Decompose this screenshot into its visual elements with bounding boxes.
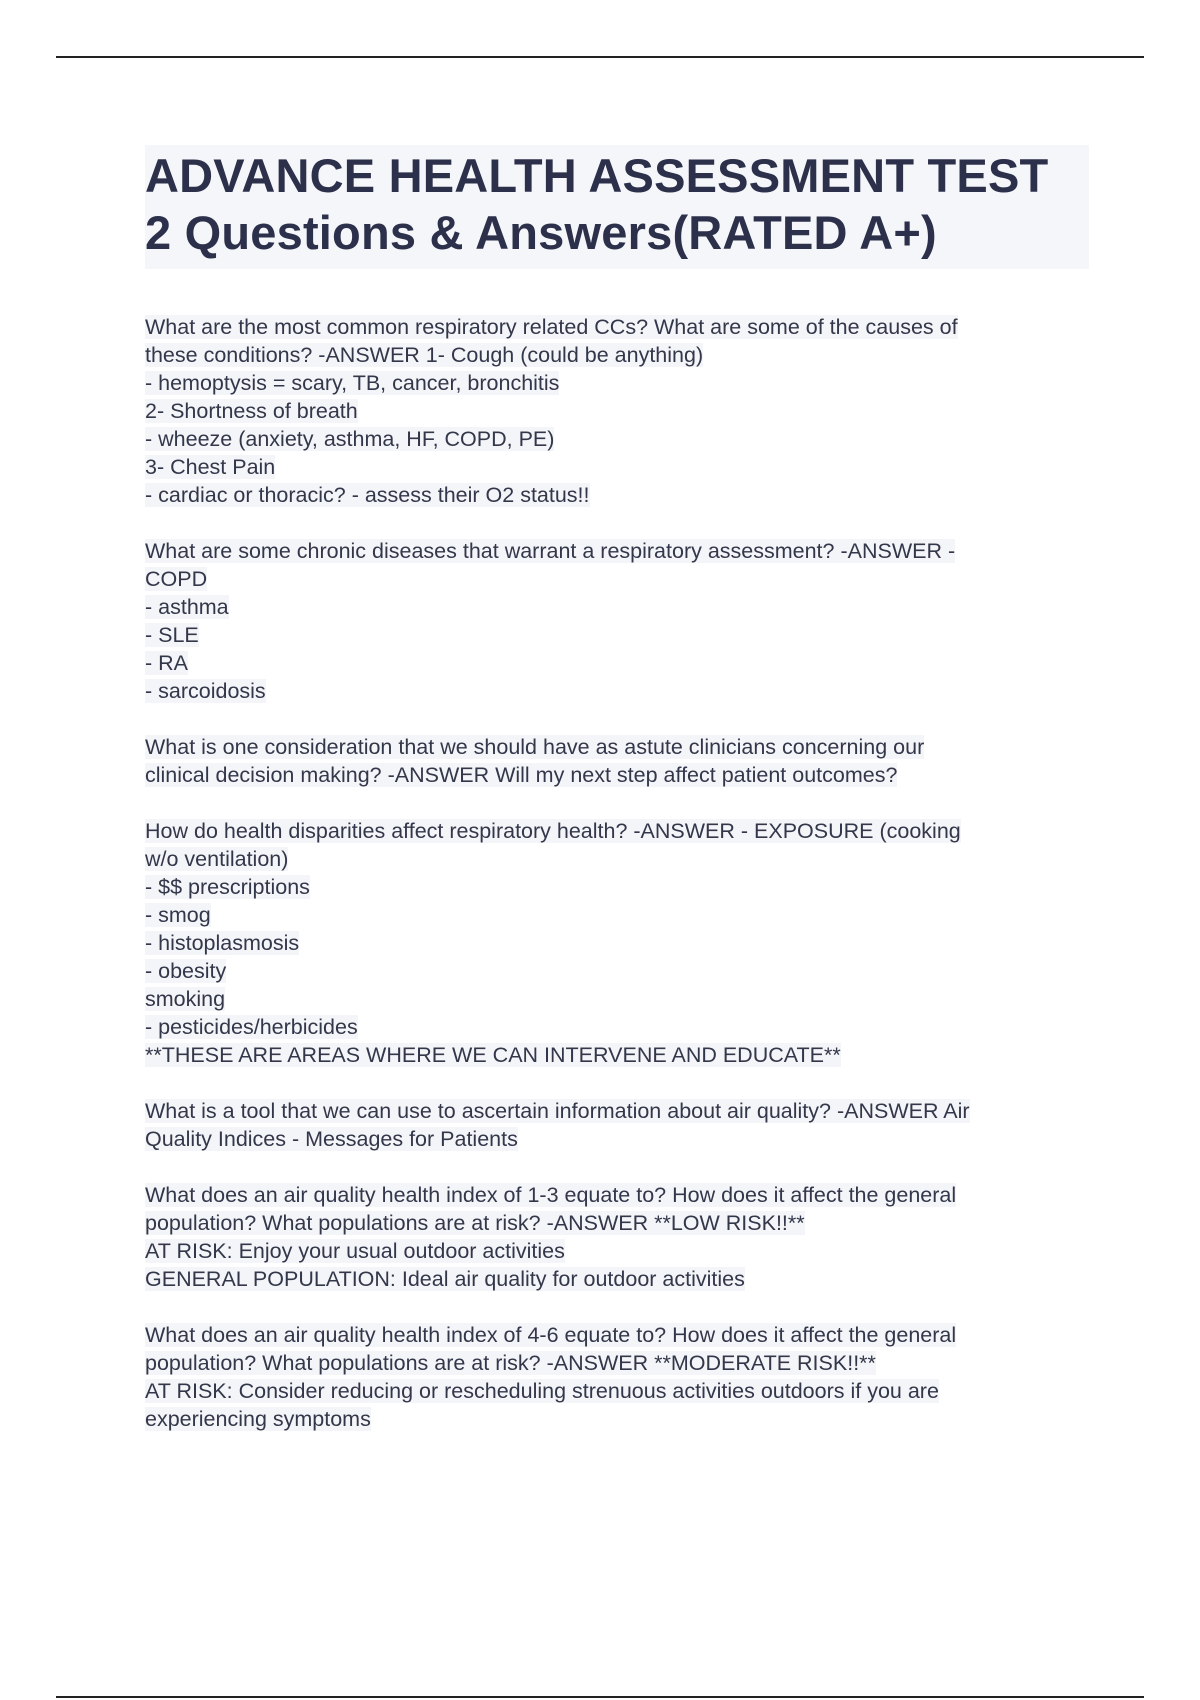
qa-line: What are some chronic diseases that warrant a respiratory assessment? -ANSWER -: [145, 539, 956, 563]
qa-line: - sarcoidosis: [145, 679, 266, 703]
document-title: [145, 145, 1089, 269]
title-line-2: 2 Questions & Answers(RATED A+): [145, 206, 937, 259]
qa-line: - smog: [145, 903, 211, 927]
qa-line: population? What populations are at risk? -ANSWER **LOW RISK!!**: [145, 1211, 805, 1235]
qa-line: - obesity: [145, 959, 227, 983]
qa-line: - hemoptysis = scary, TB, cancer, bronchitis: [145, 371, 560, 395]
qa-line: - wheeze (anxiety, asthma, HF, COPD, PE): [145, 427, 555, 451]
qa-line: - RA: [145, 651, 188, 675]
qa-line: What are the most common respiratory related CCs? What are some of the causes of: [145, 315, 958, 339]
qa-item-2: [145, 537, 1095, 705]
qa-line: population? What populations are at risk? -ANSWER **MODERATE RISK!!**: [145, 1351, 876, 1375]
qa-line: COPD: [145, 567, 208, 591]
qa-line: GENERAL POPULATION: Ideal air quality for outdoor activities: [145, 1267, 745, 1291]
qa-item-5: [145, 1097, 1095, 1153]
qa-line: w/o ventilation): [145, 847, 289, 871]
qa-content: [145, 313, 1095, 1461]
qa-item-6: [145, 1181, 1095, 1293]
qa-item-7: [145, 1321, 1095, 1433]
qa-line: - histoplasmosis: [145, 931, 300, 955]
qa-line: clinical decision making? -ANSWER Will my next step affect patient outcomes?: [145, 763, 898, 787]
qa-line: AT RISK: Enjoy your usual outdoor activities: [145, 1239, 565, 1263]
qa-item-3: [145, 733, 1095, 789]
qa-line: 3- Chest Pain: [145, 455, 276, 479]
top-divider: [56, 56, 1144, 58]
qa-line: experiencing symptoms: [145, 1407, 371, 1431]
bottom-divider: [56, 1696, 1144, 1698]
qa-line: How do health disparities affect respiratory health? -ANSWER - EXPOSURE (cooking: [145, 819, 961, 843]
qa-line: smoking: [145, 987, 226, 1011]
qa-item-4: [145, 817, 1095, 1069]
qa-line: What is one consideration that we should have as astute clinicians concerning our: [145, 735, 925, 759]
qa-line: - cardiac or thoracic? - assess their O2 status!!: [145, 483, 590, 507]
qa-line: 2- Shortness of breath: [145, 399, 358, 423]
qa-line: - $$ prescriptions: [145, 875, 310, 899]
qa-item-1: [145, 313, 1095, 509]
title-line-1: ADVANCE HEALTH ASSESSMENT TEST: [145, 149, 1049, 202]
qa-line: What does an air quality health index of 1-3 equate to? How does it affect the general: [145, 1183, 957, 1207]
qa-line: **THESE ARE AREAS WHERE WE CAN INTERVENE AND EDUCATE**: [145, 1043, 841, 1067]
qa-line: - SLE: [145, 623, 199, 647]
qa-line: these conditions? -ANSWER 1- Cough (could be anything): [145, 343, 704, 367]
qa-line: - pesticides/herbicides: [145, 1015, 358, 1039]
qa-line: What does an air quality health index of 4-6 equate to? How does it affect the general: [145, 1323, 957, 1347]
qa-line: - asthma: [145, 595, 229, 619]
qa-line: Quality Indices - Messages for Patients: [145, 1127, 518, 1151]
qa-line: AT RISK: Consider reducing or rescheduling strenuous activities outdoors if you are: [145, 1379, 939, 1403]
qa-line: What is a tool that we can use to ascertain information about air quality? -ANSWER Air: [145, 1099, 970, 1123]
